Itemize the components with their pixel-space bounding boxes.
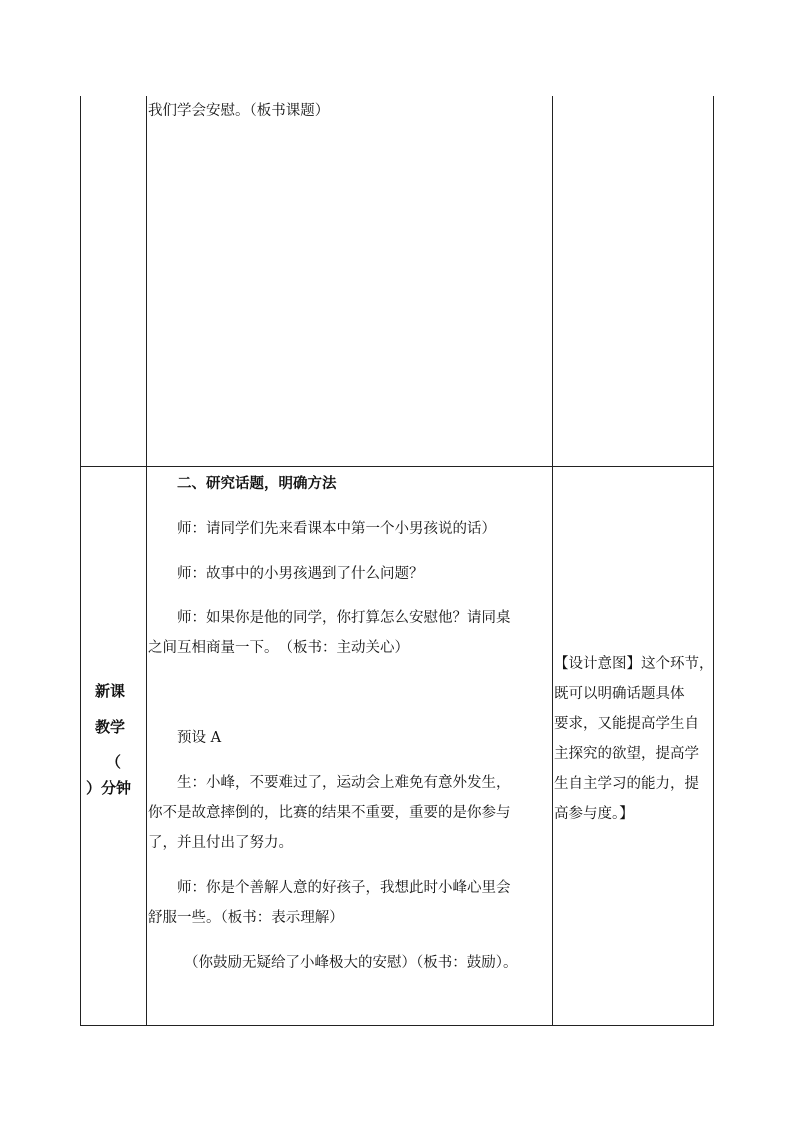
design-intent-note (554, 649, 714, 829)
content-line-1: 师：请同学们先来看课本中第一个小男孩说的话） (177, 521, 496, 537)
design-note-line-6: 高参与度。】 (554, 806, 634, 822)
table-row-divider (80, 466, 714, 467)
top-row-content: 我们学会安慰。（板书课题） (148, 103, 330, 119)
design-note-line-2: 既可以明确话题具体 (554, 686, 685, 702)
table-border-right (713, 96, 714, 1026)
table-column-divider-1 (146, 96, 147, 1026)
section-heading: 二、研究话题，明确方法 (177, 475, 337, 492)
content-line-5: 预设 A (177, 730, 222, 746)
section-label-line-2: 教学 (95, 718, 126, 736)
table-border-left (80, 96, 81, 1026)
design-note-line-3: 要求，又能提高学生自 (554, 716, 699, 732)
section-label-line-1: 新课 (95, 682, 126, 700)
table-column-divider-2 (552, 96, 553, 1026)
design-note-line-5: 生自主学习的能力，提 (554, 776, 699, 792)
content-line-7: 你不是故意摔倒的，比赛的结果不重要，重要的是你参与 (148, 805, 511, 821)
design-note-line-4: 主探究的欲望，提高学 (554, 746, 699, 762)
content-line-6: 生：小峰，不要难过了，运动会上难免有意外发生， (177, 775, 511, 791)
section-label-line-4: ）分钟 (86, 779, 132, 797)
content-line-10: 舒服一些。（板书：表示理解） (148, 910, 344, 926)
content-line-4: 之间互相商量一下。 （板书：主动关心） (148, 640, 409, 656)
content-line-9: 师：你是个善解人意的好孩子，我想此时小峰心里会 (177, 880, 511, 896)
content-line-11: （你鼓励无疑给了小峰极大的安慰）（板书：鼓励）。 (184, 955, 518, 971)
table-border-bottom (80, 1025, 714, 1026)
section-label-line-3: （ (106, 753, 122, 771)
content-line-2: 师：故事中的小男孩遇到了什么问题？ (177, 566, 424, 582)
design-note-line-1: 【设计意图】这个环节， (554, 656, 714, 672)
content-line-3: 师：如果你是他的同学，你打算怎么安慰他？请同桌 (177, 610, 511, 626)
content-line-8: 了，并且付出了努力。 (148, 835, 293, 851)
